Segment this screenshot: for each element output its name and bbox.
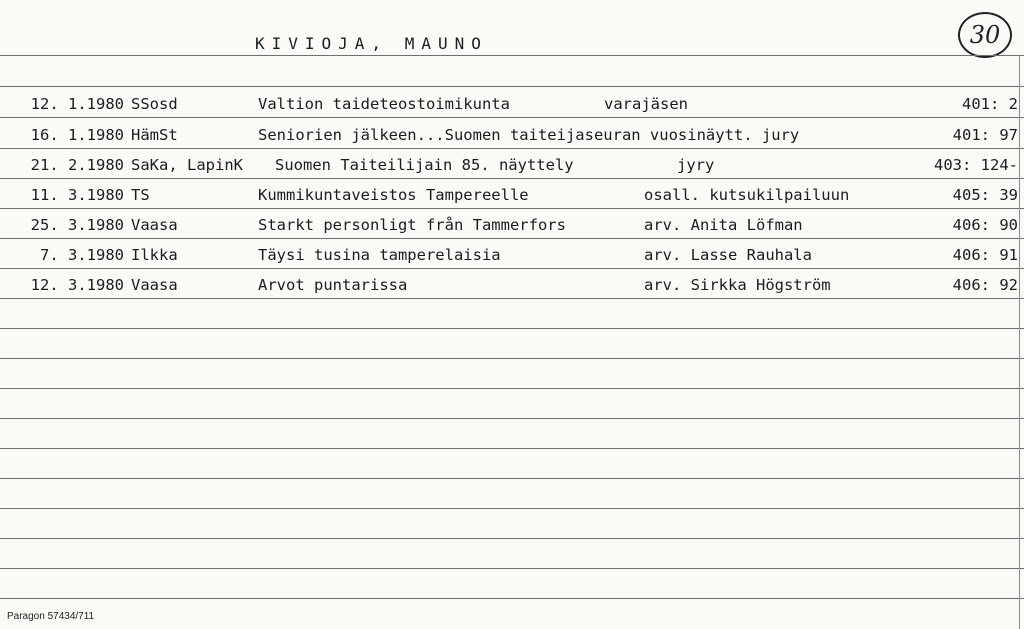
entry-source: Vaasa <box>131 216 178 234</box>
entry-note: arv. Sirkka Högström <box>644 276 831 294</box>
entry-date: 12. 1.1980 <box>30 95 124 113</box>
entry-row <box>0 276 1024 300</box>
entry-row <box>0 95 1024 119</box>
card-person-name: KIVIOJA, MAUNO <box>255 34 488 53</box>
entry-title: Täysi tusina tamperelaisia <box>258 246 501 264</box>
rule-line <box>0 86 1024 87</box>
entry-title: Valtion taideteostoimikunta <box>258 95 510 113</box>
entry-date: 16. 1.1980 <box>30 126 124 144</box>
entry-title: Arvot puntarissa <box>258 276 408 294</box>
entry-note: osall. kutsukilpailuun <box>644 186 850 204</box>
entry-source: HämSt <box>131 126 178 144</box>
rule-line <box>0 358 1024 359</box>
entry-title: Kummikuntaveistos Tampereelle <box>258 186 529 204</box>
entry-ref: 406: 92 <box>952 276 1018 294</box>
entry-ref: 403: 124- <box>934 156 1018 174</box>
card-number-circle: 30 <box>958 12 1012 58</box>
card-footer-print: Paragon 57434/711 <box>7 611 95 622</box>
rule-line <box>0 328 1024 329</box>
rule-line <box>0 388 1024 389</box>
entry-ref: 405: 39 <box>952 186 1018 204</box>
rule-line <box>0 478 1024 479</box>
entry-date: 7. 3.1980 <box>40 246 124 264</box>
entry-ref: 401: 97 <box>952 126 1018 144</box>
entry-title: Suomen Taiteilijain 85. näyttely <box>275 156 574 174</box>
rule-line <box>0 568 1024 569</box>
rule-line <box>0 538 1024 539</box>
entry-source: TS <box>131 186 150 204</box>
entry-row <box>0 216 1024 240</box>
rule-line <box>0 508 1024 509</box>
entry-note: arv. Anita Löfman <box>644 216 803 234</box>
entry-source: Vaasa <box>131 276 178 294</box>
entry-source: SSosd <box>131 95 178 113</box>
entry-row <box>0 156 1024 180</box>
rule-line <box>0 55 1024 56</box>
entry-source: SaKa, LapinK <box>131 156 243 174</box>
entry-row <box>0 186 1024 210</box>
entry-title: Starkt personligt från Tammerfors <box>258 216 566 234</box>
entry-date: 21. 2.1980 <box>30 156 124 174</box>
entry-row <box>0 246 1024 270</box>
entry-note: jyry <box>677 156 715 174</box>
entry-title: Seniorien jälkeen...Suomen taiteijaseuran vuosinäytt. jury <box>258 126 800 144</box>
rule-line <box>0 448 1024 449</box>
entry-note: varajäsen <box>604 95 688 113</box>
rule-line <box>0 598 1024 599</box>
entry-ref: 401: 2 <box>962 95 1018 113</box>
entry-date: 12. 3.1980 <box>30 276 124 294</box>
entry-source: Ilkka <box>131 246 178 264</box>
entry-date: 11. 3.1980 <box>30 186 124 204</box>
entry-ref: 406: 90 <box>952 216 1018 234</box>
entry-row <box>0 126 1024 150</box>
entry-date: 25. 3.1980 <box>30 216 124 234</box>
rule-line <box>0 418 1024 419</box>
entry-note: arv. Lasse Rauhala <box>644 246 812 264</box>
entry-ref: 406: 91 <box>952 246 1018 264</box>
